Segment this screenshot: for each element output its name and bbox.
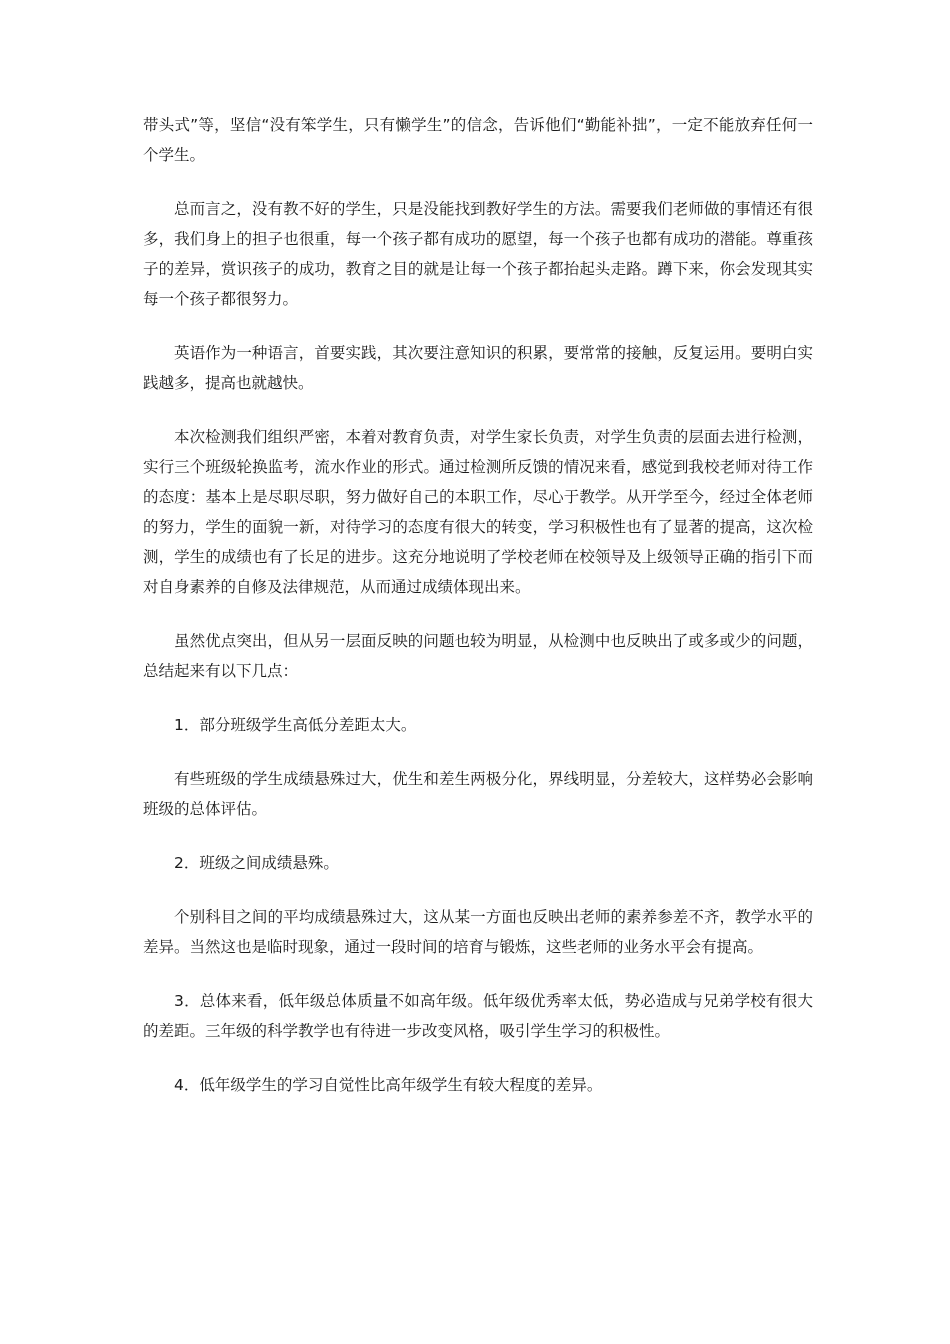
- paragraph-continuation: 带头式”等，坚信“没有笨学生，只有懒学生”的信念，告诉他们“勤能补拙”，一定不能放弃任何一个学生。: [143, 116, 813, 164]
- paragraph-exam: 本次检测我们组织严密，本着对教育负责，对学生家长负责，对学生负责的层面去进行检测，实行三个班级轮换监考，流水作业的形式。通过检测所反馈的情况来看，感觉到我校老师对待工作的态度：基本上是尽职尽职，努力做好自己的本职工作，尽心于教学。从开学至今，经过全体老师的努力，学生的面貌一新，对待学习的态度有很大的转变，学习积极性也有了显著的提高，这次检测，学生的成绩也有了长足的进步。这充分地说明了学校老师在校领导及上级领导正确的指引下而对自身素养的自修及法律规范，从而通过成绩体现出来。: [143, 428, 813, 596]
- point-4: 4．低年级学生的学习自觉性比高年级学生有较大程度的差异。: [174, 1076, 603, 1094]
- paragraph-english: 英语作为一种语言，首要实践，其次要注意知识的积累，要常常的接触，反复运用。要明白实践越多，提高也就越快。: [143, 344, 813, 392]
- point-1-body: 有些班级的学生成绩悬殊过大，优生和差生两极分化，界线明显，分差较大，这样势必会影响班级的总体评估。: [143, 770, 813, 818]
- point-2-body: 个别科目之间的平均成绩悬殊过大，这从某一方面也反映出老师的素养参差不齐，教学水平的差异。当然这也是临时现象，通过一段时间的培育与锻炼，这些老师的业务水平会有提高。: [143, 908, 813, 956]
- point-3: 3．总体来看，低年级总体质量不如高年级。低年级优秀率太低，势必造成与兄弟学校有很大的差距。三年级的科学教学也有待进一步改变风格，吸引学生学习的积极性。: [143, 992, 813, 1040]
- document-page: [143, 110, 813, 1124]
- paragraph-summary: 总而言之，没有教不好的学生，只是没能找到教好学生的方法。需要我们老师做的事情还有很多，我们身上的担子也很重，每一个孩子都有成功的愿望，每一个孩子也都有成功的潜能。尊重孩子的差异，赏识孩子的成功，教育之目的就是让每一个孩子都抬起头走路。蹲下来，你会发现其实每一个孩子都很努力。: [143, 200, 813, 308]
- point-1-heading: 1．部分班级学生高低分差距太大。: [174, 716, 417, 734]
- point-2-heading: 2．班级之间成绩悬殊。: [174, 854, 339, 872]
- paragraph-problems-intro: 虽然优点突出，但从另一层面反映的问题也较为明显，从检测中也反映出了或多或少的问题，总结起来有以下几点：: [143, 632, 813, 680]
